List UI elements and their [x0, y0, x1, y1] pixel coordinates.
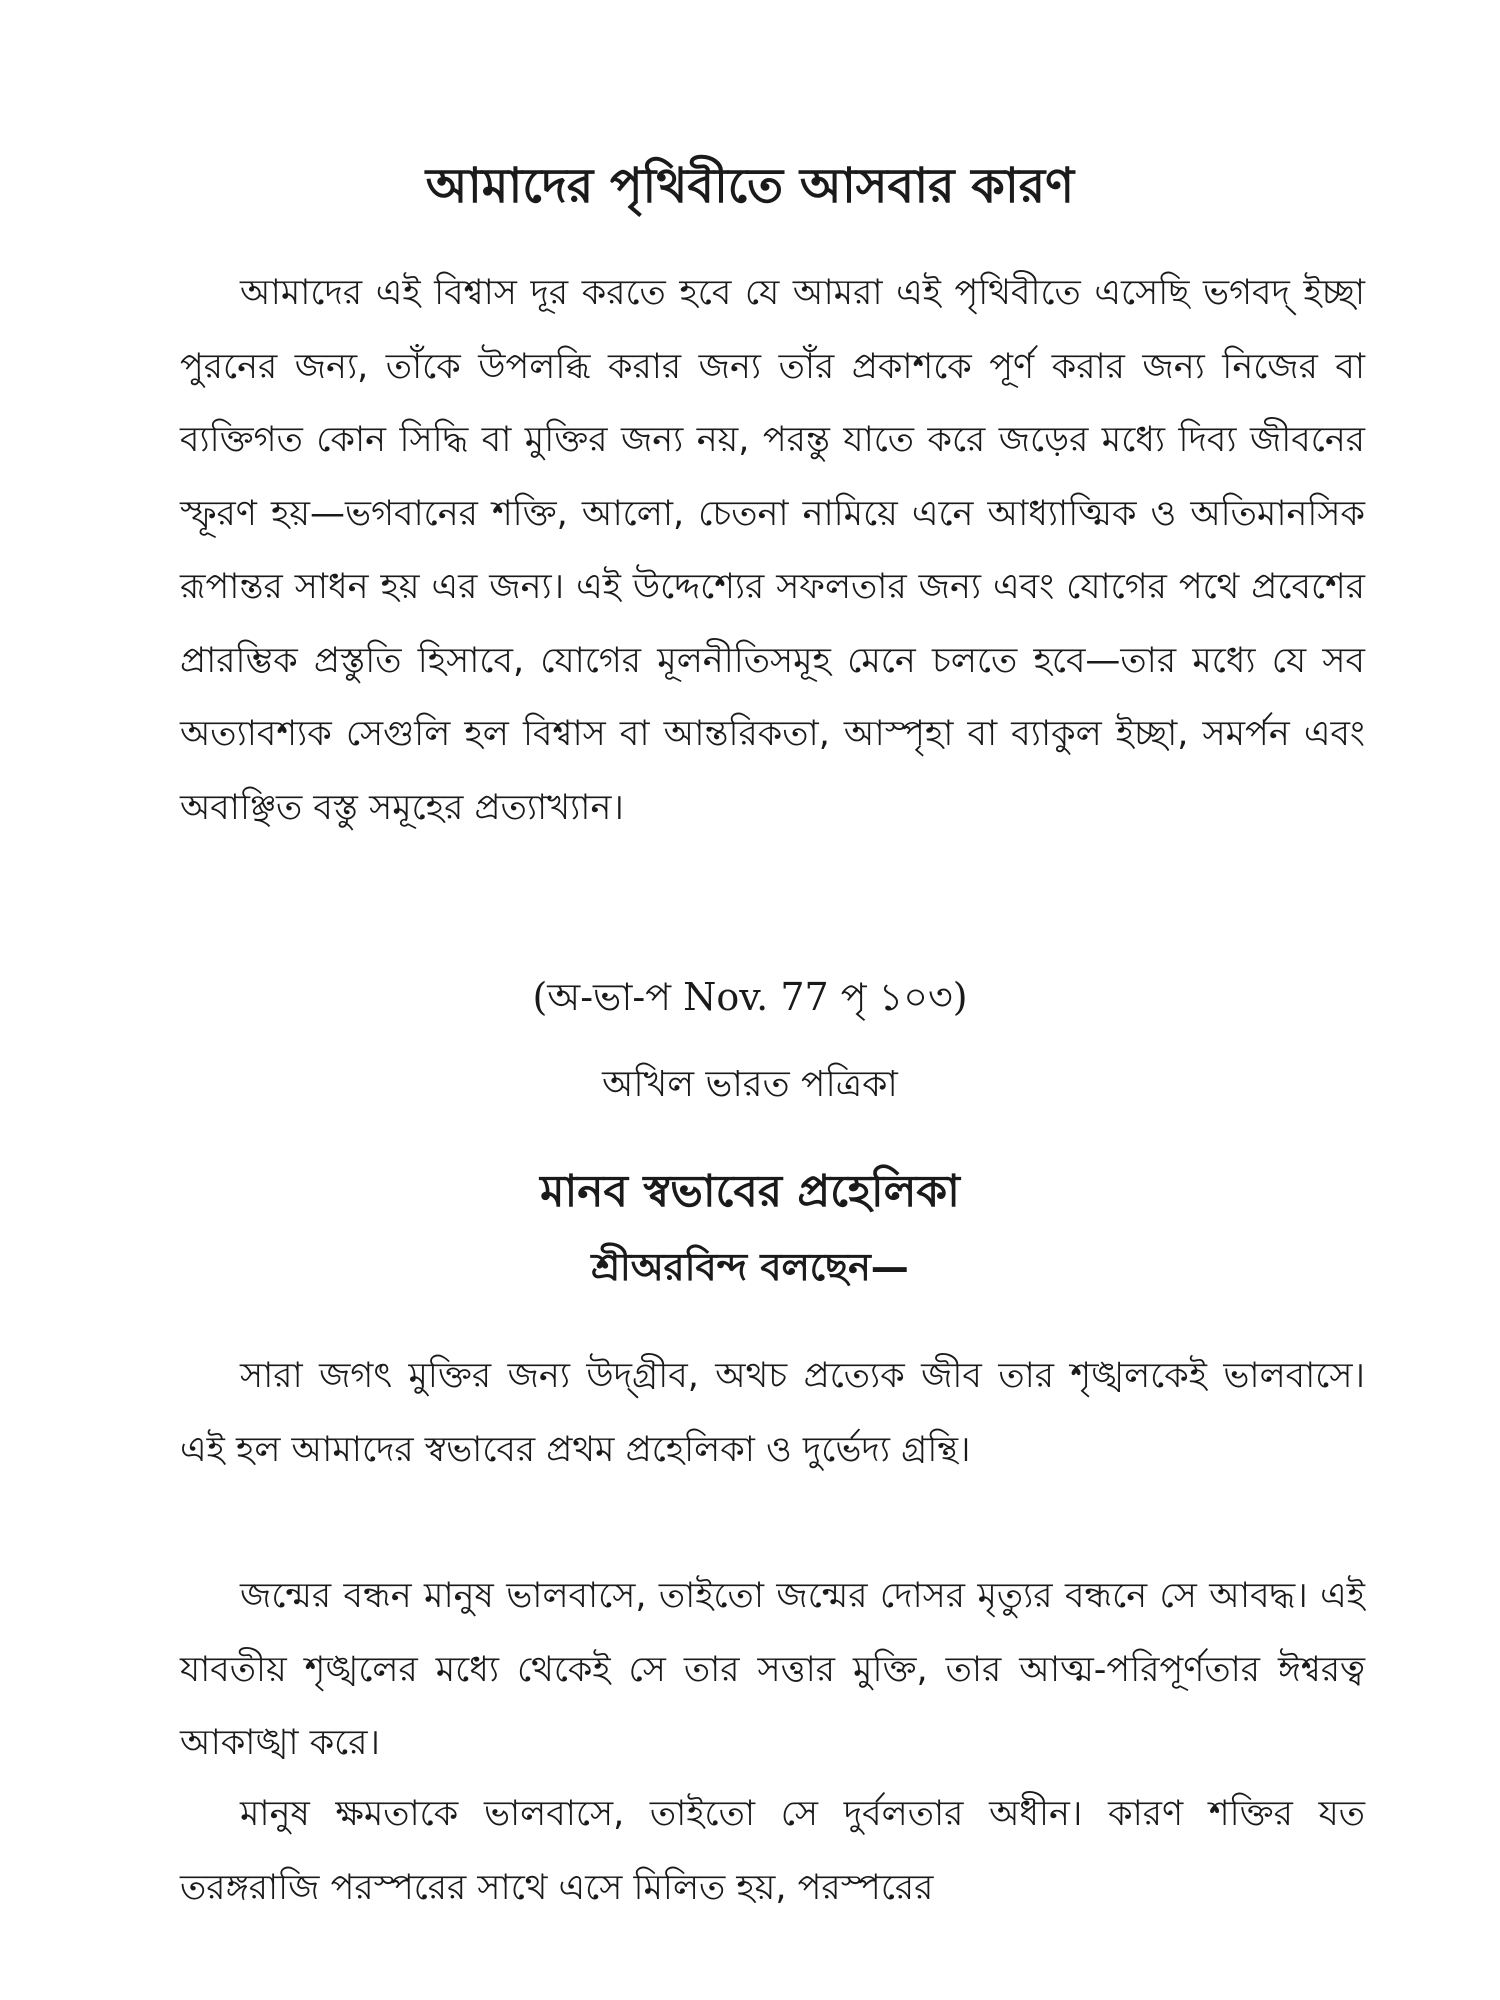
paragraph-1: সারা জগৎ মুক্তির জন্য উদ্‌গ্রীব, অথচ প্রত্যেক জীব তার শৃঙ্খলকেই ভালবাসে। এই হল আমাদের স্বভাবের প্রথম প্রহেলিকা ও দুর্ভেদ্য গ্রন্থি। — [180, 1356, 1365, 1470]
section-title-2: মানব স্বভাবের প্রহেলিকা — [540, 1166, 960, 1217]
section-subtitle: শ্রীঅরবিন্দ বলছেন— — [591, 1245, 909, 1289]
paragraph-3: মানুষ ক্ষমতাকে ভালবাসে, তাইতো সে দুর্বলতার অধীন। কারণ শক্তির যত তরঙ্গরাজি পরস্পরের সাথে এসে মিলিত হয়, পরস্পরের — [180, 1794, 1365, 1908]
citation: (অ-ভা-প Nov. 77 পৃ ১০৩) — [532, 975, 968, 1019]
source-name: অখিল ভারত পত্রিকা — [602, 1064, 898, 1105]
paragraph-2: জন্মের বন্ধন মানুষ ভালবাসে, তাইতো জন্মের দোসর মৃত্যুর বন্ধনে সে আবদ্ধ। এই যাবতীয় শৃঙ্খলের মধ্যে থেকেই সে তার সত্তার মুক্তি, তার আত্ম-পরিপূর্ণতার ঈশ্বরত্ব আকাঙ্খা করে। — [180, 1576, 1365, 1763]
section-title: আমাদের পৃথিবীতে আসবার কারণ — [425, 158, 1075, 214]
section-paragraph: আমাদের এই বিশ্বাস দূর করতে হবে যে আমরা এই পৃথিবীতে এসেছি ভগবদ্ ইচ্ছা পুরনের জন্য, তাঁকে উপলব্ধি করার জন্য তাঁর প্রকাশকে পূর্ণ করার জন্য নিজের বা ব্যক্তিগত কোন সিদ্ধি বা মুক্তির জন্য নয়, পরন্তু যাতে করে জড়ের মধ্যে দিব্য জীবনের স্ফূরণ হয়—ভগবানের শক্তি, আলো, চেতনা নামিয়ে এনে আধ্যাত্মিক ও অতিমানসিক রূপান্তর সাধন হয় এর জন্য। এই উদ্দেশ্যের সফলতার জন্য এবং যোগের পথে প্রবেশের প্রারম্ভিক প্রস্তুতি হিসাবে, যোগের মূলনীতিসমূহ মেনে চলতে হবে—তার মধ্যে যে সব অত্যাবশ্যক সেগুলি হল বিশ্বাস বা আন্তরিকতা, আস্পৃহা বা ব্যাকুল ইচ্ছা, সমর্পন এবং অবাঞ্ছিত বস্তু সমূহের প্রত্যাখ্যান। — [180, 273, 1365, 828]
